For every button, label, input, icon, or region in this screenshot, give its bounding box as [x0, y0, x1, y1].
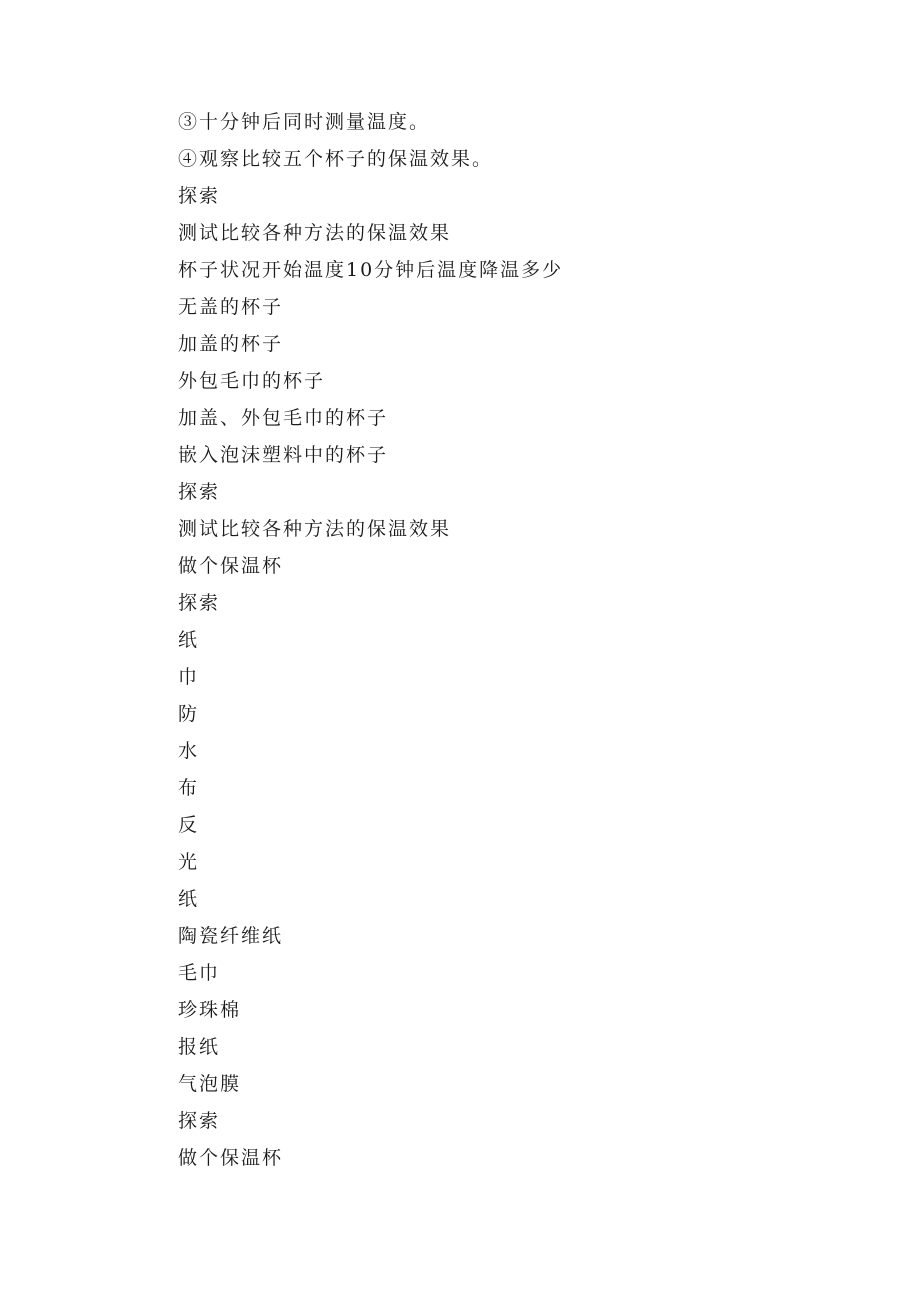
material-char-line: 巾	[178, 666, 200, 688]
table-header-line: 杯子状况开始温度10分钟后温度降温多少	[178, 259, 564, 281]
text-lines	[178, 104, 563, 1177]
material-line: 毛巾	[178, 962, 221, 984]
cup-condition-line: 加盖、外包毛巾的杯子	[178, 407, 389, 429]
section-title: 做个保温杯	[178, 1147, 284, 1169]
step-3-line: ③十分钟后同时测量温度。	[178, 111, 431, 133]
material-char-line: 纸	[178, 888, 200, 910]
section-label-explore: 探索	[178, 185, 221, 207]
material-line: 陶瓷纤维纸	[178, 925, 284, 947]
material-char-line: 反	[178, 814, 200, 836]
cup-condition-line: 无盖的杯子	[178, 296, 284, 318]
material-char-line: 纸	[178, 629, 200, 651]
section-title: 做个保温杯	[178, 555, 284, 577]
material-char-line: 光	[178, 851, 200, 873]
material-char-line: 布	[178, 777, 200, 799]
material-line: 气泡膜	[178, 1073, 242, 1095]
section-label-explore: 探索	[178, 592, 221, 614]
material-char-line: 防	[178, 703, 200, 725]
cup-condition-line: 加盖的杯子	[178, 333, 284, 355]
section-label-explore: 探索	[178, 1110, 221, 1132]
cup-condition-line: 嵌入泡沫塑料中的杯子	[178, 444, 389, 466]
section-title: 测试比较各种方法的保温效果	[178, 518, 452, 540]
material-line: 报纸	[178, 1036, 221, 1058]
section-label-explore: 探索	[178, 481, 221, 503]
cup-condition-line: 外包毛巾的杯子	[178, 370, 326, 392]
material-line: 珍珠棉	[178, 999, 242, 1021]
section-title: 测试比较各种方法的保温效果	[178, 222, 452, 244]
material-char-line: 水	[178, 740, 200, 762]
step-4-line: ④观察比较五个杯子的保温效果。	[178, 148, 494, 170]
